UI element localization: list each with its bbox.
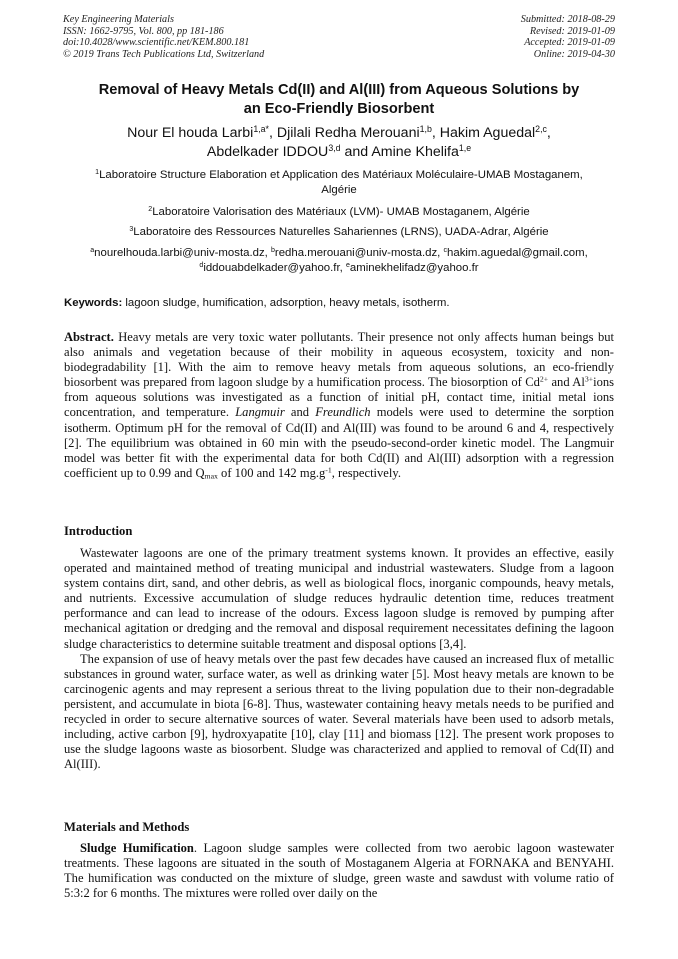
email-link[interactable]: redha.merouani@univ-mosta.dz, — [274, 247, 444, 259]
author-superscript: 3,d — [328, 143, 341, 154]
abstract-text: and — [284, 405, 316, 420]
title-line-1: Removal of Heavy Metals Cd(II) and Al(III) from Aqueous Solutions by — [98, 82, 580, 98]
abstract-superscript: -1 — [325, 465, 332, 475]
methods-subheading: Sludge Humification — [80, 841, 194, 855]
affiliation-2 — [60, 205, 618, 220]
author-superscript: 1,e — [458, 143, 472, 154]
revised-date: Revised: 2019-01-09 — [529, 25, 615, 37]
introduction-heading: Introduction — [64, 524, 133, 538]
author-superscript: 2,c — [535, 124, 547, 135]
author-separator: , — [546, 125, 551, 141]
emails-line-1 — [60, 246, 618, 261]
affiliation-number: 2 — [148, 206, 153, 214]
introduction-paragraph-1: Wastewater lagoons are one of the primary treatment systems known. It provides an effective, easily operated and maintained method of treating municipal and industrial wastewaters. Sludge from a lagoon system contains dirt, sand, and other debris, as well as biological flocs, inorganic compounds, heavy metals, and nutrients. Excessive accumulation of sludge reduces hydraulic detention time, reduces treatment performance and can lead to increase of the odours. Excess lagoon sludge is removed by pumping after mechanical agitation or dredging and the removal and disposal requirement necessitates defining the lagoon sludge characteristics to determine suitable treatment and disposal options [3,4]. — [64, 546, 614, 651]
email-marker: c — [443, 247, 448, 255]
journal-header — [63, 14, 615, 60]
email-link[interactable]: iddouabdelkader@yahoo.fr, — [203, 261, 346, 274]
abstract-text: ions from aqueous solutions was investigated as a function of initial pH, contact time, initial metal ions concentration, and temperature. — [64, 375, 615, 420]
issn: ISSN: 1662-9795, Vol. 800, pp 181-186 — [63, 25, 224, 37]
author-name: Hakim Aguedal — [439, 125, 536, 141]
keywords-text: lagoon sludge, humification, adsorption, heavy metals, isotherm. — [122, 297, 450, 309]
authors-line-1 — [60, 124, 618, 143]
affiliation-text: Laboratoire des Ressources Naturelles Sahariennes (LRNS), UADA-Adrar, Algérie — [133, 226, 549, 238]
submitted-date: Submitted: 2018-08-29 — [520, 14, 615, 25]
abstract-text: Heavy metals are very toxic water pollutants. Their presence not only affects human beings but also animals and vegetation because of their mobility in aqueous ecosystem, toxicity and non-biodegradability [1]. With the aim to remove heavy metals from aqueous solutions, an eco-friendly biosorbent was prepared from lagoon sludge by a humification process. The biosorption of Cd — [64, 330, 614, 390]
header-left — [63, 14, 264, 60]
methods-paragraph-1 — [64, 841, 614, 901]
methods-body — [64, 841, 614, 901]
journal-name: Key Engineering Materials — [63, 14, 174, 25]
introduction-body — [64, 546, 614, 772]
email-link[interactable]: hakim.aguedal@gmail.com, — [447, 247, 588, 259]
abstract-label: Abstract. — [64, 330, 114, 344]
paper-title — [60, 81, 618, 119]
abstract-italic: Freundlich — [315, 405, 371, 420]
author-name: Amine Khelifa — [371, 144, 459, 160]
abstract-italic: Langmuir — [235, 405, 285, 420]
keywords — [64, 296, 618, 310]
email-marker: a — [90, 247, 95, 255]
abstract-superscript: 3+ — [584, 375, 594, 385]
abstract-text: models were used to determine the sorption isotherm. Optimum pH for the removal of Cd(II) and Al(III) was found to be around 6 and 4, respectively [2]. The equilibrium was obtained in 60 min with the pseudo-second-order kinetic model. The Langmuir model was better fit with the experimental data for both Cd(II) and Al(III) adsorption with a regression coefficient up to 0.99 and Q — [64, 405, 614, 480]
copyright: © 2019 Trans Tech Publications Ltd, Switzerland — [63, 48, 265, 60]
introduction-paragraph-2: The expansion of use of heavy metals over the past few decades have caused an increased flux of metallic substances in ground water, surface water, as well as drinking water [5]. Most heavy metals are known to be carcinogenic agents and may represent a serious threat to the living population due to their non-degradable persistent, and accumulate in biota [6-8]. Thus, wastewater containing heavy metals needs to be purified and recycled in order to secure alternative sources of water. Several materials have been used to adsorb metals, including, active carbon [9], hydroxyapatite [10], clay [11] and biomass [12]. The present work proposes to use the sludge lagoons waste as biosorbent. Sludge was characterized and applied to removal of Cd(II) and Al(III). — [64, 651, 614, 772]
affiliation-1 — [60, 168, 618, 197]
abstract-superscript: 2+ — [539, 375, 549, 385]
email-link[interactable]: nourelhouda.larbi@univ-mosta.dz, — [94, 247, 271, 259]
affiliation-1-line-1 — [60, 168, 618, 183]
author-name: Djilali Redha Merouani — [276, 125, 420, 141]
keywords-label: Keywords: — [64, 297, 123, 309]
accepted-date: Accepted: 2019-01-09 — [524, 37, 615, 48]
title-line-2: an Eco-Friendly Biosorbent — [243, 101, 435, 117]
abstract-text: of 100 and 142 mg.g — [217, 465, 326, 480]
author-conjunction: and — [340, 144, 372, 160]
affiliation-number: 1 — [95, 169, 100, 177]
abstract-subscript: max — [204, 471, 218, 481]
affiliation-3 — [60, 225, 618, 240]
email-marker: d — [199, 261, 204, 269]
abstract-text: , respectively. — [331, 465, 401, 480]
abstract-paragraph — [64, 330, 614, 481]
author-separator: , — [431, 125, 440, 141]
authors-line-2 — [60, 143, 618, 162]
author-name: Nour El houda Larbi — [127, 125, 254, 141]
methods-heading: Materials and Methods — [64, 820, 190, 834]
author-emails — [60, 246, 618, 275]
email-marker: e — [345, 261, 350, 269]
header-right — [521, 14, 615, 60]
emails-line-2 — [60, 261, 618, 276]
author-superscript: 1,b — [419, 124, 432, 135]
author-separator: , — [268, 125, 277, 141]
author-name: Abdelkader IDDOU — [206, 144, 329, 160]
affiliation-text: Laboratoire Valorisation des Matériaux (LVM)- UMAB Mostaganem, Algérie — [152, 206, 530, 218]
email-link[interactable]: aminekhelifadz@yahoo.fr — [349, 261, 479, 274]
affiliation-text: Laboratoire Structure Elaboration et Application des Matériaux Moléculaire-UMAB Mostaganem, — [99, 169, 583, 181]
author-superscript: 1,a* — [253, 124, 269, 135]
author-list — [60, 124, 618, 162]
affiliation-number: 3 — [129, 226, 134, 234]
abstract-text: and Al — [548, 375, 585, 390]
email-marker: b — [270, 247, 275, 255]
methods-text: . Lagoon sludge samples were collected from two aerobic lagoon wastewater treatments. These lagoons are situated in the south of Mostaganem Algeria at FORNAKA and BENYAHI. The humification was conducted on the mixture of sludge, green waste and sawdust with volume ratio of 5:3:2 for 6 months. The mixtures were rolled over daily on the — [64, 841, 614, 901]
online-date: Online: 2019-04-30 — [533, 48, 615, 60]
abstract — [64, 330, 614, 481]
doi: doi:10.4028/www.scientific.net/KEM.800.181 — [63, 37, 250, 48]
affiliation-1-line-2: Algérie — [321, 183, 357, 196]
